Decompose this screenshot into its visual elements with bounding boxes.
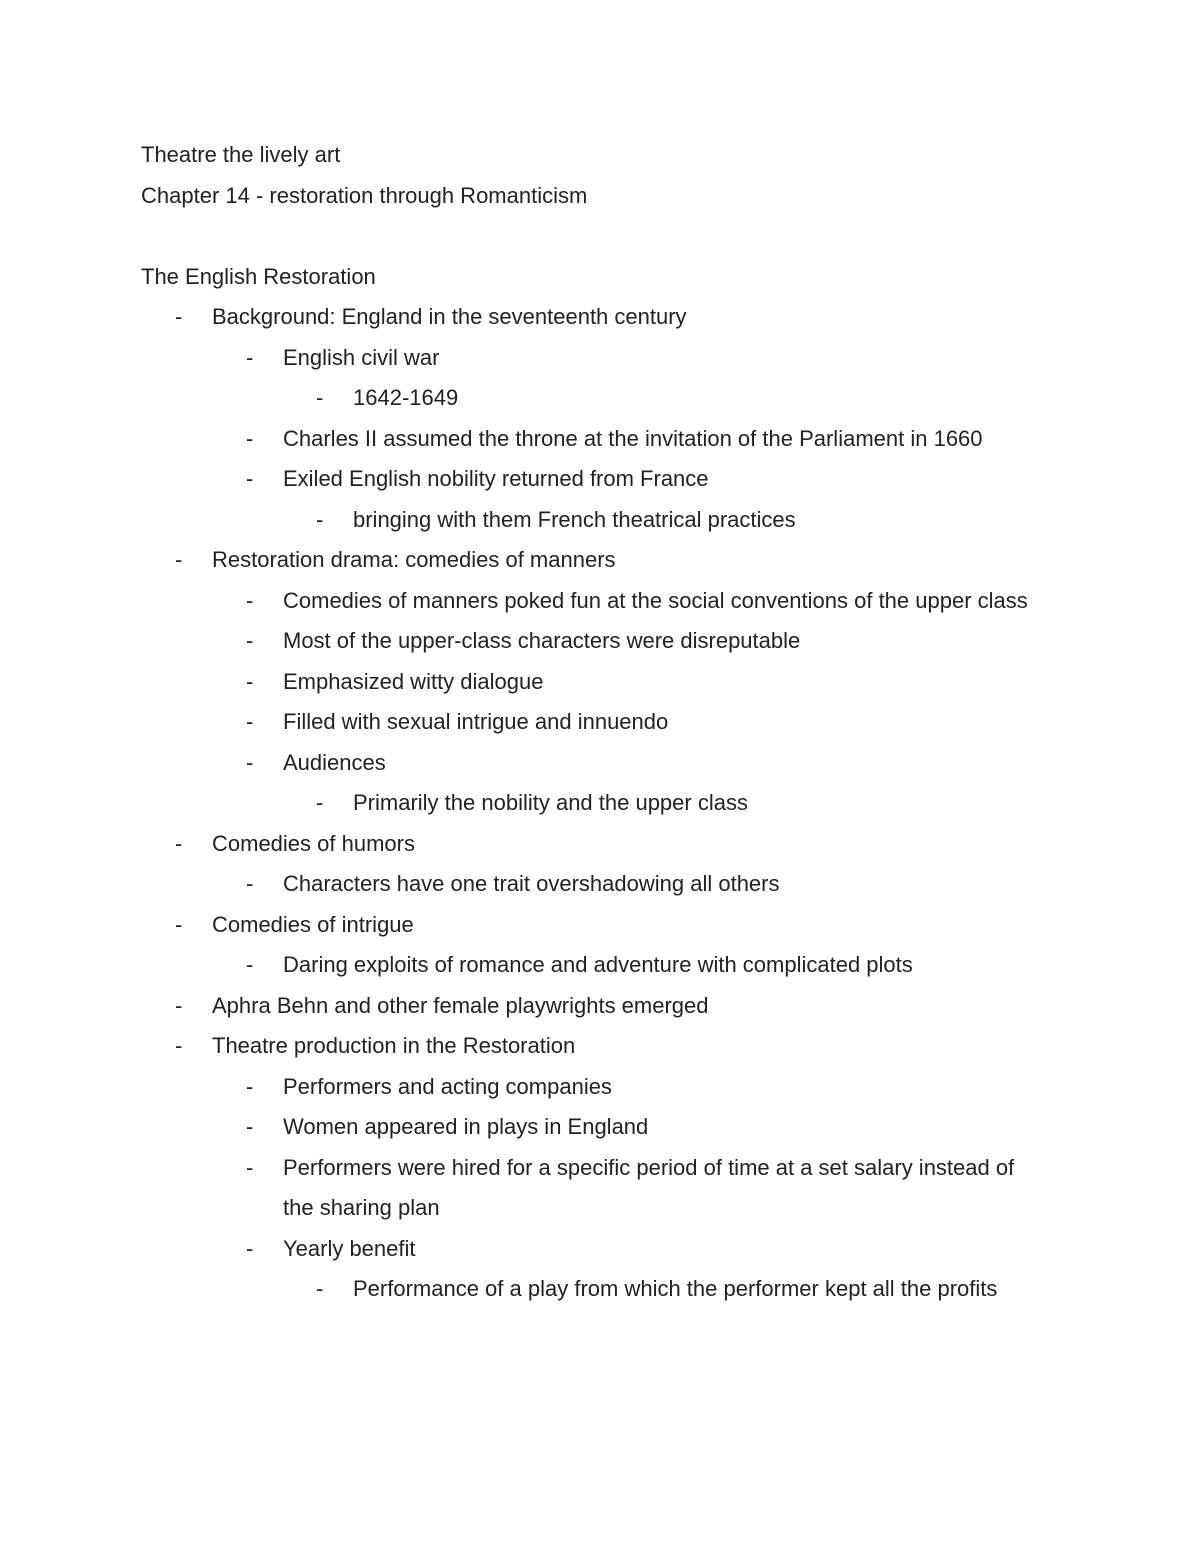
list-item bbox=[141, 905, 1081, 946]
list-item bbox=[141, 1107, 1081, 1148]
list-item bbox=[141, 1026, 1081, 1067]
bullet-dash: - bbox=[246, 1073, 254, 1099]
list-item bbox=[141, 297, 1081, 338]
list-item-text: Theatre production in the Restoration bbox=[212, 1033, 576, 1058]
list-item bbox=[141, 783, 1081, 824]
list-item-text: Daring exploits of romance and adventure with complicated plots bbox=[283, 952, 913, 977]
list-item-text: Characters have one trait overshadowing all others bbox=[283, 871, 780, 896]
list-item-text: Comedies of manners poked fun at the social conventions of the upper class bbox=[283, 587, 1028, 613]
list-item-text: Exiled English nobility returned from France bbox=[283, 466, 709, 491]
list-item bbox=[141, 743, 1081, 784]
chapter-heading: Chapter 14 - restoration through Romanticism bbox=[141, 182, 588, 208]
bullet-dash: - bbox=[246, 749, 254, 775]
list-item-text: 1642-1649 bbox=[353, 385, 459, 410]
list-item bbox=[141, 824, 1081, 865]
bullet-dash: - bbox=[246, 1114, 254, 1139]
bullet-dash: - bbox=[175, 304, 183, 329]
bullet-dash: - bbox=[246, 425, 254, 451]
bullet-dash: - bbox=[246, 871, 254, 896]
list-item bbox=[141, 1148, 1081, 1229]
list-item bbox=[141, 378, 1081, 419]
document-body bbox=[141, 135, 1081, 1310]
list-item-text: Performers and acting companies bbox=[283, 1073, 612, 1099]
list-item bbox=[141, 702, 1081, 743]
bullet-dash: - bbox=[246, 709, 254, 734]
list-item-text: Audiences bbox=[283, 749, 386, 775]
list-item-text: Restoration drama: comedies of manners bbox=[212, 547, 616, 572]
list-item bbox=[141, 621, 1081, 662]
bullet-dash: - bbox=[175, 547, 183, 572]
bullet-dash: - bbox=[246, 344, 254, 370]
list-item bbox=[141, 500, 1081, 541]
list-item bbox=[141, 1229, 1081, 1270]
list-item bbox=[141, 986, 1081, 1027]
list-item-text: bringing with them French theatrical practices bbox=[353, 506, 796, 532]
list-item-text: Yearly benefit bbox=[283, 1235, 416, 1261]
list-item bbox=[141, 1067, 1081, 1108]
list-item-text: Comedies of intrigue bbox=[212, 911, 414, 937]
list-item bbox=[141, 662, 1081, 703]
list-item-text: Charles II assumed the throne at the invitation of the Parliament in 1660 bbox=[283, 425, 983, 451]
list-item-text: Most of the upper-class characters were disreputable bbox=[283, 628, 801, 653]
list-item bbox=[141, 540, 1081, 581]
list-item bbox=[141, 1269, 1081, 1310]
list-item-text: Women appeared in plays in England bbox=[283, 1114, 649, 1139]
bullet-dash: - bbox=[246, 1154, 254, 1180]
bullet-dash: - bbox=[316, 385, 324, 410]
bullet-dash: - bbox=[175, 830, 183, 856]
list-item-text: Aphra Behn and other female playwrights emerged bbox=[212, 992, 709, 1018]
bullet-dash: - bbox=[246, 466, 254, 491]
bullet-dash: - bbox=[246, 1235, 254, 1261]
list-item bbox=[141, 338, 1081, 379]
bullet-dash: - bbox=[246, 628, 254, 653]
outline-list bbox=[141, 297, 1081, 1310]
section-heading: The English Restoration bbox=[141, 263, 376, 289]
list-item-text: Comedies of humors bbox=[212, 830, 415, 856]
bullet-dash: - bbox=[175, 992, 183, 1018]
list-item-text: English civil war bbox=[283, 344, 440, 370]
bullet-dash: - bbox=[316, 506, 324, 532]
list-item bbox=[141, 945, 1081, 986]
blank-line bbox=[141, 216, 1081, 257]
list-item bbox=[141, 581, 1081, 622]
bullet-dash: - bbox=[246, 587, 254, 613]
list-item-text: Primarily the nobility and the upper class bbox=[353, 790, 748, 815]
list-item-text: Performers were hired for a specific period of time at a set salary instead of the sharing plan bbox=[283, 1154, 1015, 1220]
bullet-dash: - bbox=[246, 952, 254, 977]
list-item bbox=[141, 459, 1081, 500]
list-item-text: Filled with sexual intrigue and innuendo bbox=[283, 709, 669, 734]
bullet-dash: - bbox=[175, 1033, 183, 1058]
bullet-dash: - bbox=[316, 790, 324, 815]
bullet-dash: - bbox=[316, 1276, 324, 1301]
list-item-text: Background: England in the seventeenth century bbox=[212, 304, 687, 329]
list-item-text: Emphasized witty dialogue bbox=[283, 668, 544, 694]
list-item bbox=[141, 419, 1081, 460]
list-item bbox=[141, 864, 1081, 905]
document-title: Theatre the lively art bbox=[141, 142, 341, 167]
bullet-dash: - bbox=[175, 911, 183, 937]
bullet-dash: - bbox=[246, 668, 254, 694]
list-item-text: Performance of a play from which the performer kept all the profits bbox=[353, 1276, 998, 1301]
